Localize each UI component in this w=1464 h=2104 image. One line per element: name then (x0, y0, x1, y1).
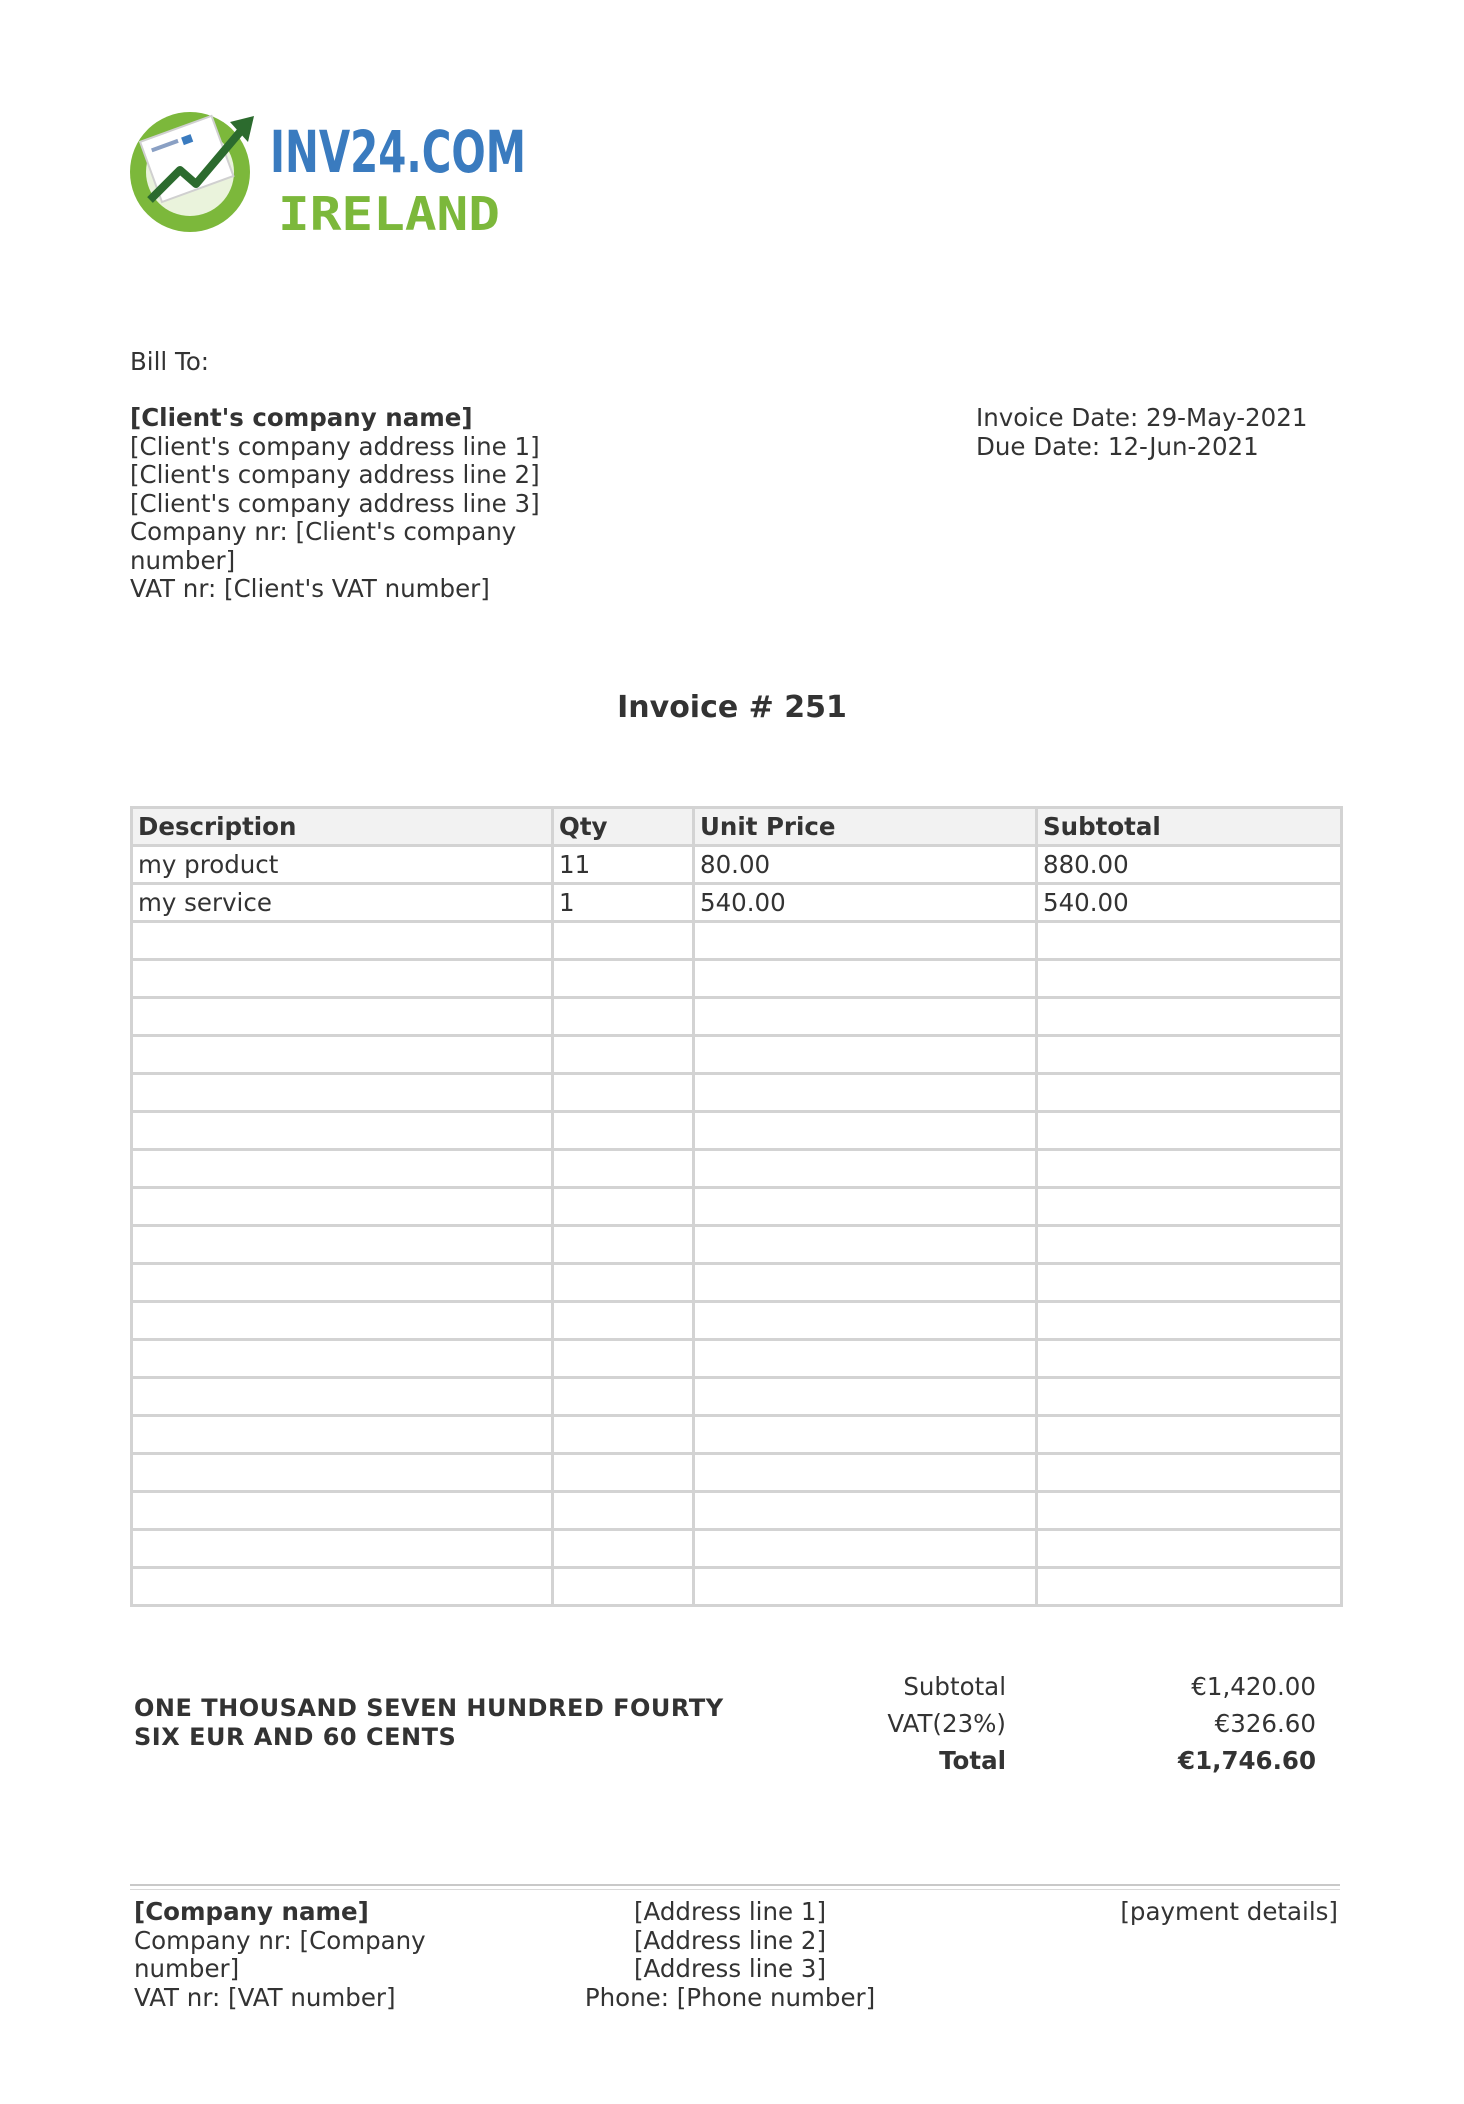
empty-cell (694, 1264, 1037, 1302)
client-company-name: [Client's company name] (130, 403, 473, 432)
empty-table-row (132, 1530, 1342, 1568)
empty-cell (132, 922, 553, 960)
vat-label: VAT(23%) (887, 1709, 1006, 1738)
empty-cell (553, 1454, 694, 1492)
empty-cell (694, 1074, 1037, 1112)
empty-cell (553, 1188, 694, 1226)
footer-divider-secondary (130, 1889, 1340, 1890)
footer-address-line-2: [Address line 2] (633, 1925, 827, 1955)
total-row (820, 1742, 1316, 1779)
empty-cell (553, 1036, 694, 1074)
empty-table-row (132, 1150, 1342, 1188)
empty-cell (1037, 1302, 1342, 1340)
empty-cell (132, 1226, 553, 1264)
client-vat-number: VAT nr: [Client's VAT number] (130, 574, 490, 603)
empty-cell (132, 1378, 553, 1416)
empty-cell (553, 1112, 694, 1150)
empty-cell (553, 1492, 694, 1530)
client-company-number-cont: number] (130, 545, 236, 575)
footer-divider (130, 1884, 1340, 1886)
total-value: €1,746.60 (1178, 1746, 1316, 1775)
empty-cell (694, 1036, 1037, 1074)
empty-cell (553, 1340, 694, 1378)
cell-qty: 1 (553, 884, 694, 922)
empty-cell (553, 1150, 694, 1188)
empty-cell (553, 1568, 694, 1606)
empty-cell (132, 1340, 553, 1378)
empty-table-row (132, 1416, 1342, 1454)
footer-payment-details: [payment details] (1120, 1897, 1338, 1926)
empty-cell (1037, 960, 1342, 998)
client-address-line-2: [Client's company address line 2] (130, 460, 540, 489)
total-label: Total (939, 1746, 1006, 1775)
empty-cell (1037, 1492, 1342, 1530)
empty-cell (132, 1112, 553, 1150)
client-address-line-3: [Client's company address line 3] (130, 488, 540, 518)
empty-cell (132, 1454, 553, 1492)
empty-table-row (132, 1340, 1342, 1378)
empty-cell (1037, 1150, 1342, 1188)
table-row (132, 846, 1342, 884)
col-qty-header: Qty (553, 808, 694, 846)
empty-cell (694, 1112, 1037, 1150)
footer-company-name: [Company name] (134, 1897, 369, 1926)
empty-cell (694, 1492, 1037, 1530)
due-date: Due Date: 12-Jun-2021 (976, 431, 1259, 461)
empty-table-row (132, 1568, 1342, 1606)
cell-subtotal: 880.00 (1037, 846, 1342, 884)
empty-table-row (132, 1074, 1342, 1112)
logo-text-line2: IRELAND (278, 187, 500, 241)
empty-table-row (132, 1264, 1342, 1302)
footer-company-number: Company nr: [Company (134, 1925, 426, 1955)
empty-cell (553, 922, 694, 960)
cell-unit-price: 80.00 (694, 846, 1037, 884)
empty-cell (132, 1492, 553, 1530)
footer-payment (1120, 1898, 1338, 1927)
footer-address-line-1: [Address line 1] (633, 1897, 827, 1926)
bill-to-label: Bill To: (130, 347, 210, 376)
empty-cell (1037, 998, 1342, 1036)
footer-company (134, 1898, 426, 2012)
table-header-row (132, 808, 1342, 846)
invoice-title: Invoice # 251 (617, 690, 847, 725)
empty-cell (132, 1036, 553, 1074)
vat-value: €326.60 (1214, 1709, 1316, 1738)
empty-cell (132, 1264, 553, 1302)
logo-graphic (128, 100, 528, 240)
empty-cell (1037, 1530, 1342, 1568)
cell-unit-price: 540.00 (694, 884, 1037, 922)
client-details (130, 404, 540, 604)
empty-table-row (132, 1454, 1342, 1492)
vat-row (820, 1705, 1316, 1742)
empty-cell (553, 998, 694, 1036)
cell-qty: 11 (553, 846, 694, 884)
footer-address (530, 1898, 930, 2012)
empty-cell (694, 1416, 1037, 1454)
empty-cell (1037, 1112, 1342, 1150)
empty-cell (1037, 1074, 1342, 1112)
empty-cell (553, 1530, 694, 1568)
empty-cell (132, 1188, 553, 1226)
invoice-dates (976, 404, 1307, 461)
footer-phone: Phone: [Phone number] (584, 1982, 876, 2012)
empty-cell (132, 1530, 553, 1568)
empty-cell (132, 960, 553, 998)
subtotal-value: €1,420.00 (1191, 1672, 1316, 1701)
empty-table-row (132, 1226, 1342, 1264)
table-row (132, 884, 1342, 922)
col-subtotal-header: Subtotal (1037, 808, 1342, 846)
line-items-table (130, 806, 1343, 1607)
empty-cell (1037, 1340, 1342, 1378)
logo-text-line1: INV24.COM (270, 118, 526, 186)
empty-cell (1037, 1188, 1342, 1226)
footer-vat-number: VAT nr: [VAT number] (134, 1982, 396, 2012)
empty-cell (1037, 1568, 1342, 1606)
empty-cell (694, 922, 1037, 960)
empty-cell (694, 1568, 1037, 1606)
empty-cell (694, 1226, 1037, 1264)
empty-table-row (132, 960, 1342, 998)
empty-cell (553, 1416, 694, 1454)
empty-cell (1037, 1036, 1342, 1074)
cell-description: my service (132, 884, 553, 922)
client-address-line-1: [Client's company address line 1] (130, 431, 540, 461)
empty-table-row (132, 1302, 1342, 1340)
footer-address-line-3: [Address line 3] (633, 1954, 827, 1983)
empty-cell (694, 1454, 1037, 1492)
empty-table-row (132, 1188, 1342, 1226)
subtotal-row (820, 1668, 1316, 1705)
empty-table-row (132, 922, 1342, 960)
empty-cell (694, 1340, 1037, 1378)
empty-table-row (132, 1112, 1342, 1150)
empty-cell (1037, 1378, 1342, 1416)
totals-block (820, 1668, 1316, 1779)
company-logo (128, 100, 528, 240)
empty-cell (553, 960, 694, 998)
empty-cell (553, 1302, 694, 1340)
empty-cell (694, 998, 1037, 1036)
empty-cell (694, 1188, 1037, 1226)
amount-in-words-line-2: SIX EUR AND 60 CENTS (134, 1723, 457, 1751)
table-body (132, 846, 1342, 1606)
empty-cell (132, 1568, 553, 1606)
empty-cell (553, 1264, 694, 1302)
empty-cell (1037, 1226, 1342, 1264)
subtotal-label: Subtotal (903, 1672, 1006, 1701)
amount-in-words (134, 1694, 724, 1752)
invoice-date: Invoice Date: 29-May-2021 (976, 403, 1308, 432)
empty-cell (1037, 922, 1342, 960)
empty-table-row (132, 998, 1342, 1036)
cell-description: my product (132, 846, 553, 884)
empty-cell (553, 1378, 694, 1416)
empty-cell (132, 1150, 553, 1188)
col-description-header: Description (132, 808, 553, 846)
empty-cell (553, 1226, 694, 1264)
empty-cell (694, 1530, 1037, 1568)
empty-cell (1037, 1416, 1342, 1454)
empty-cell (132, 998, 553, 1036)
amount-in-words-line-1: ONE THOUSAND SEVEN HUNDRED FOURTY (134, 1694, 724, 1722)
empty-cell (1037, 1264, 1342, 1302)
empty-cell (694, 960, 1037, 998)
empty-table-row (132, 1036, 1342, 1074)
empty-cell (132, 1074, 553, 1112)
col-unit-price-header: Unit Price (694, 808, 1037, 846)
client-company-number: Company nr: [Client's company (130, 517, 517, 546)
cell-subtotal: 540.00 (1037, 884, 1342, 922)
empty-cell (1037, 1454, 1342, 1492)
empty-cell (694, 1150, 1037, 1188)
empty-cell (694, 1378, 1037, 1416)
empty-cell (694, 1302, 1037, 1340)
empty-cell (553, 1074, 694, 1112)
footer-company-number-cont: number] (134, 1954, 240, 1983)
empty-table-row (132, 1492, 1342, 1530)
empty-cell (132, 1302, 553, 1340)
empty-table-row (132, 1378, 1342, 1416)
empty-cell (132, 1416, 553, 1454)
